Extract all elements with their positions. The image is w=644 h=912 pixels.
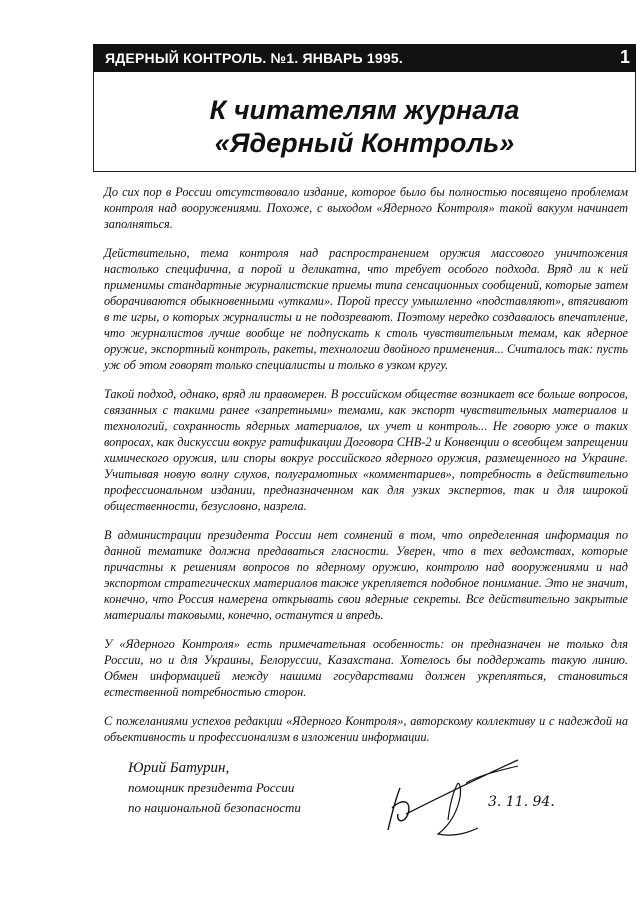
article-title-line-2: «Ядерный Контроль» bbox=[214, 128, 515, 158]
author-block bbox=[128, 758, 358, 818]
author-position-line-2: по национальной безопасности bbox=[128, 800, 301, 815]
page-number: 1 bbox=[619, 47, 630, 67]
paragraph-3: Такой подход, однако, вряд ли правомерен. В российском обществе возникает все больше вопросов, связанных с такими ранее «запретными» темами, как экспорт чувствительных материалов и технологий, сохранность ядерных материалов, их учет и контроль... Не говорю уже о таких вопросах, как дискуссии вокруг ратификации Договора СНВ-2 и Конвенции о всеобщем запрещении химического оружия, или споры вокруг российского ядерного оружия, размещенного на Украине. Учитывая новую волну слухов, полуграмотных «комментариев», потребность в действительно профессиональном издании, предназначенном как для узких экспертов, так и для широкой общественности, безусловно, назрела. bbox=[104, 387, 628, 513]
article-body bbox=[104, 184, 628, 838]
paragraph-5: У «Ядерного Контроля» есть примечательная особенность: он предназначен не только для России, но и для Украины, Белоруссии, Казахстана. Хотелось бы поддержать такую линию. Обмен информацией между нашими государствами должен укрепляться, становиться естественной потребностью сторон. bbox=[104, 637, 628, 699]
author-position-line-1: помощник президента России bbox=[128, 780, 295, 795]
paragraph-4: В администрации президента России нет сомнений в том, что определенная информация по данной тематике должна предаваться гласности. Уверен, что в тех ведомствах, которые причастны к решениям вопросов по ядерному оружию, контролю над вооружениями и над экспортом стратегических материалов также укрепляется подобное понимание. Это не значит, конечно, что Россия намерена открывать свои ядерные секреты. Все действительно закрытые материалы таковыми, конечно, останутся и впредь. bbox=[104, 528, 628, 622]
journal-issue-title: ЯДЕРНЫЙ КОНТРОЛЬ. №1. ЯНВАРЬ 1995. bbox=[105, 50, 403, 66]
handwritten-signature bbox=[378, 758, 555, 838]
article-title-line-1: К читателям журнала bbox=[209, 95, 520, 125]
signature-date: 3. 11. 94. bbox=[488, 794, 555, 810]
signature-row bbox=[104, 758, 628, 838]
article-title bbox=[94, 94, 635, 160]
paragraph-6: С пожеланиями успехов редакции «Ядерного Контроля», авторскому коллективу и с надеждой на объективность и профессионализм в изложении информации. bbox=[104, 714, 628, 744]
title-box bbox=[93, 72, 636, 172]
running-header bbox=[93, 44, 636, 72]
author-name: Юрий Батурин, bbox=[128, 760, 230, 776]
paragraph-2: Действительно, тема контроля над распространением оружия массового уничтожения настолько специфична, а порой и деликатна, что требует особого подхода. Вряд ли к ней применимы стандартные журналистские приемы типа сенсационных сообщений, которые затем оборачиваются обыкновенными «утками». Порой прессу умышленно «подставляют», втягивают в те игры, о которых журналисты и не подозревают. Поэтому нередко создавалось впечатление, что журналистов лучше вообще не подпускать к столь чувствительным темам, как ядерное оружие, экспортный контроль, ракеты, технологии двойного применения... Считалось так: пусть уж об этом говорят только специалисты и только в узком кругу. bbox=[104, 246, 628, 372]
paragraph-1: До сих пор в России отсутствовало издание, которое было бы полностью посвящено проблемам контроля над вооружениями. Похоже, с выходом «Ядерного Контроля» такой вакуум начинает заполняться. bbox=[104, 185, 628, 231]
